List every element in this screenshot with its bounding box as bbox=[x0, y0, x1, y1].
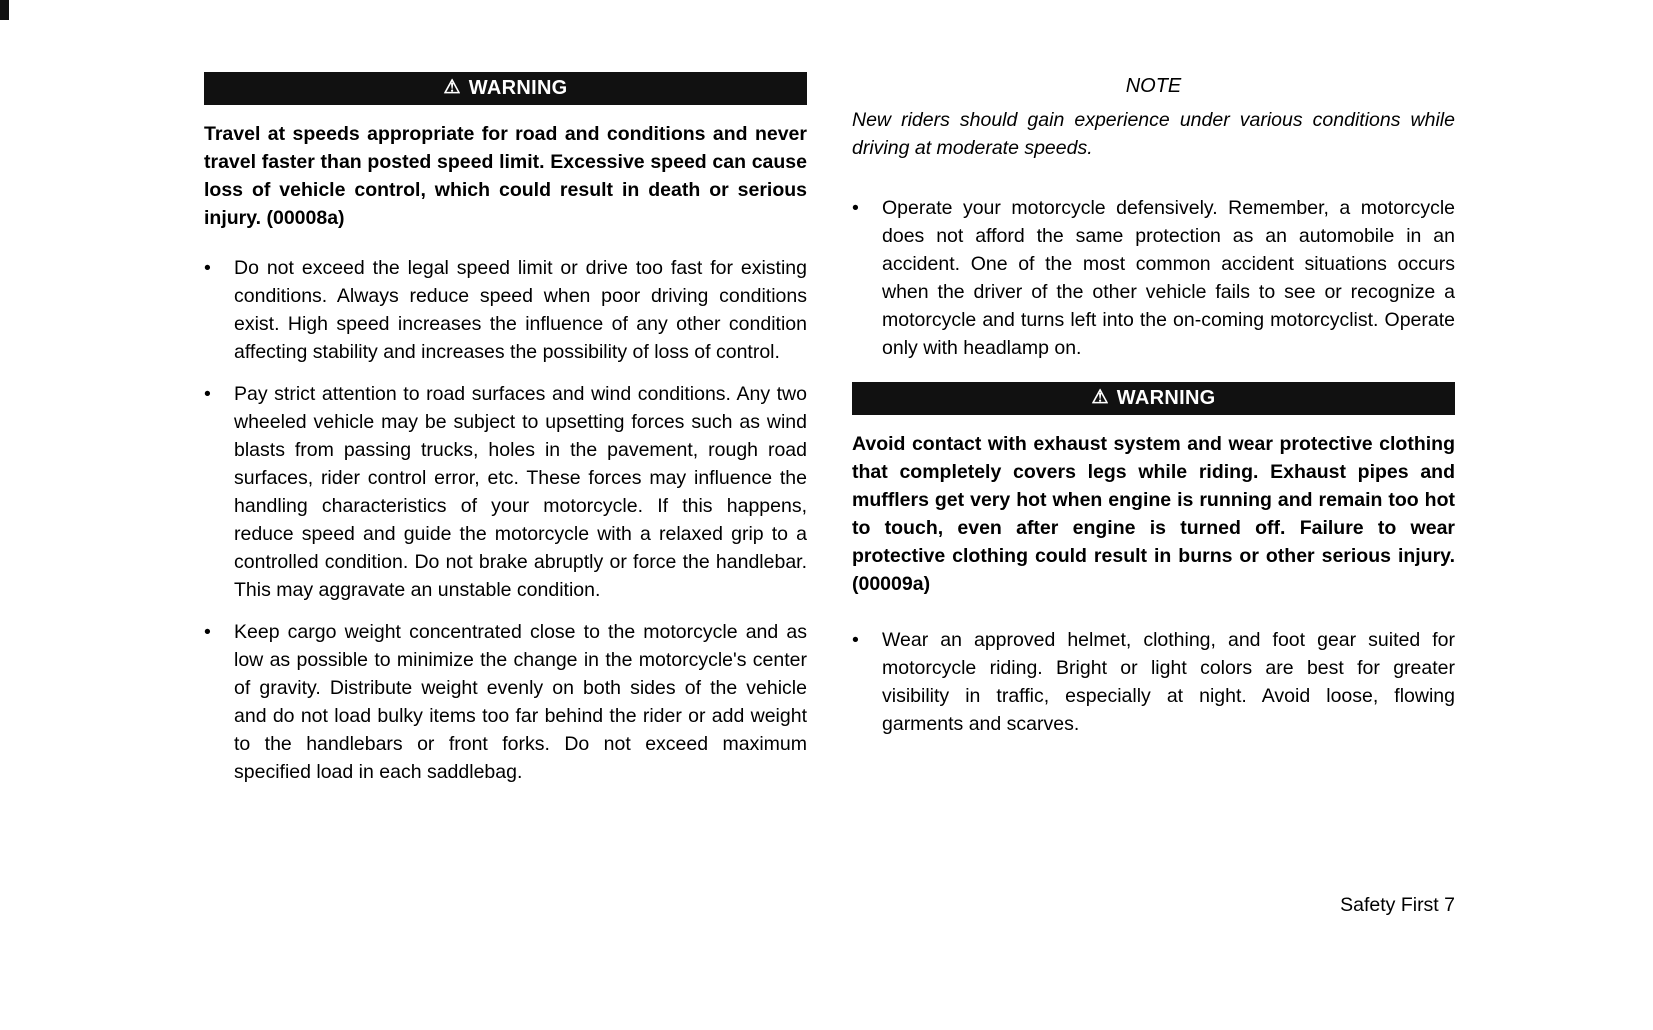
list-item bbox=[204, 618, 807, 786]
bullet-text: Do not exceed the legal speed limit or drive too fast for existing conditions. Always reduce speed when poor driving conditions exist. High speed increases the influence of any other condition affecting stability and increases the possibility of loss of control. bbox=[234, 257, 807, 363]
scan-artifact bbox=[0, 0, 9, 20]
note-bullet-list bbox=[852, 194, 1455, 362]
warning-banner-label: WARNING bbox=[1116, 387, 1216, 409]
right-column bbox=[852, 72, 1455, 738]
bullet-marker: • bbox=[852, 197, 859, 219]
bullet-marker: • bbox=[852, 629, 859, 651]
bullet-text: Operate your motorcycle defensively. Remember, a motorcycle does not afford the same protection as an automobile in an accident. One of the most common accident situations occurs when the driver of the other vehicle fails to see or recognize a motorcycle and turns left into the on-coming motorcyclist. Operate only with headlamp on. bbox=[882, 197, 1455, 359]
warning-triangle-icon: ⚠ bbox=[443, 77, 461, 98]
warning-bullet-list bbox=[204, 254, 807, 786]
list-item bbox=[204, 380, 807, 604]
page-footer: Safety First 7 bbox=[1340, 894, 1455, 916]
left-column bbox=[204, 72, 807, 786]
bullet-marker: • bbox=[204, 621, 211, 643]
bullet-marker: • bbox=[204, 257, 211, 279]
bullet-text: Keep cargo weight concentrated close to the motorcycle and as low as possible to minimize the change in the motorcycle's center of gravity. Distribute weight evenly on both sides of the vehicle and do not load bulky items too far behind the rider or add weight to the handlebars or front forks. Do not exceed maximum specified load in each saddlebag. bbox=[234, 621, 807, 783]
note-heading: NOTE bbox=[1125, 75, 1182, 97]
bullet-text: Wear an approved helmet, clothing, and foot gear suited for motorcycle riding. Bright or light colors are best for greater visibility in traffic, especially at night. Avoid loose, flowing garments and scarves. bbox=[882, 629, 1455, 735]
warning-bullet-list bbox=[852, 626, 1455, 738]
bullet-marker: • bbox=[204, 383, 211, 405]
warning-banner bbox=[204, 72, 807, 105]
list-item bbox=[204, 254, 807, 366]
warning-banner-label: WARNING bbox=[468, 77, 568, 99]
warning-statement: Avoid contact with exhaust system and wear protective clothing that completely covers legs while riding. Exhaust pipes and mufflers get very hot when engine is running and remain too hot to touch, even after engine is turned off. Failure to wear protective clothing could result in burns or other serious injury. (00009a) bbox=[852, 433, 1455, 595]
warning-triangle-icon: ⚠ bbox=[1091, 387, 1109, 408]
list-item bbox=[852, 626, 1455, 738]
warning-statement: Travel at speeds appropriate for road and conditions and never travel faster than posted speed limit. Excessive speed can cause loss of vehicle control, which could result in death or serious injury. (00008a) bbox=[204, 123, 807, 229]
bullet-text: Pay strict attention to road surfaces and wind conditions. Any two wheeled vehicle may be subject to upsetting forces such as wind blasts from passing trucks, holes in the pavement, rough road surfaces, rider control error, etc. These forces may influence the handling characteristics of your motorcycle. If this happens, reduce speed and guide the motorcycle with a relaxed grip to a controlled condition. Do not brake abruptly or force the handlebar. This may aggravate an unstable condition. bbox=[234, 383, 807, 601]
warning-banner bbox=[852, 382, 1455, 415]
note-text: New riders should gain experience under various conditions while driving at moderate speeds. bbox=[852, 109, 1455, 159]
list-item bbox=[852, 194, 1455, 362]
